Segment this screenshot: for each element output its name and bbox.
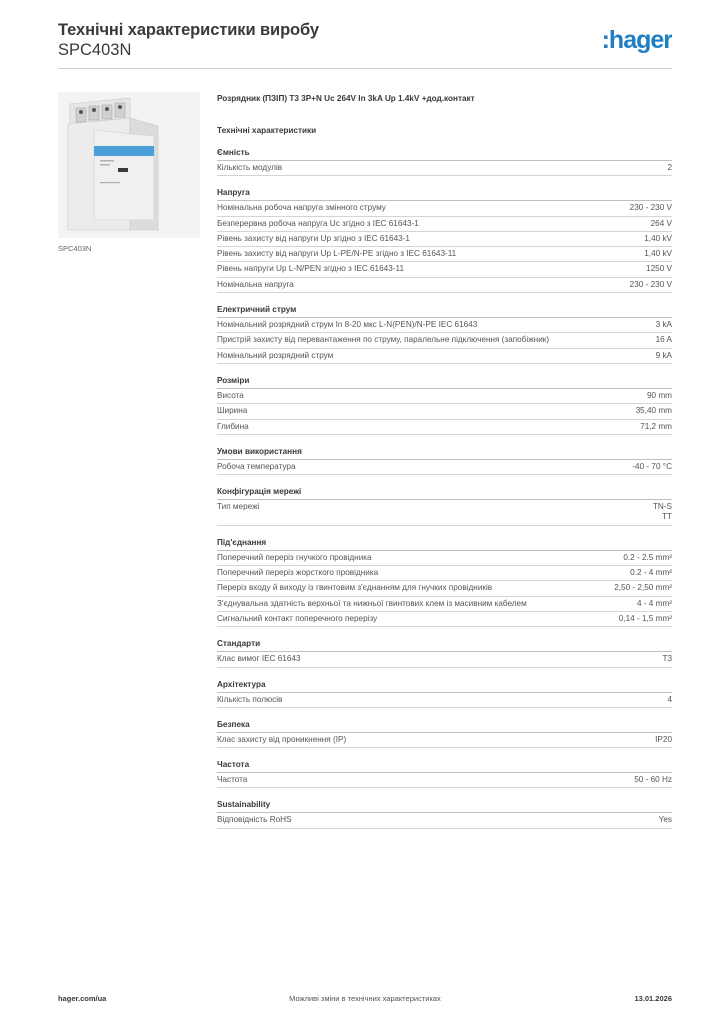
spec-label: Рівень захисту від напруги Up L-PE/N-PE згідно з IEC 61643-11 [217,249,457,259]
specs-content [217,94,672,841]
specs-heading: Технічні характеристики [217,126,317,135]
spec-row [217,420,672,435]
spec-label: Номінальний розрядний струм [217,350,334,360]
spec-value: 2 [667,163,672,172]
spec-row [217,652,672,667]
spec-section-title: Ємність [217,148,672,161]
spec-value: 71,2 mm [640,421,672,431]
header-divider [58,68,672,69]
product-image-caption: SPC403N [58,244,92,253]
spec-section [217,447,672,475]
spec-row [217,217,672,232]
product-code: SPC403N [58,41,132,59]
footer-website: hager.com/ua [58,994,107,1003]
spec-section [217,148,672,176]
spec-section [217,720,672,748]
spec-row [217,597,672,612]
spec-label: Номінальна напруга [217,279,294,289]
spec-row [217,612,672,627]
spec-section-title: Конфігурація мережі [217,487,672,500]
spec-label: Поперечний переріз жорсткого провідника [217,568,379,578]
spec-section-title: Електричний струм [217,305,672,318]
spec-section [217,305,672,364]
spec-label: Поперечний переріз гнучкого провідника [217,552,372,562]
spec-value: TN-S TT [652,502,672,522]
spec-section-title: Стандарти [217,639,672,652]
spec-label: Номінальний розрядний струм In 8-20 мкс L-N(PEN)/N-PE IEC 61643 [217,320,478,330]
spec-section-title: Частота [217,760,672,773]
spec-row [217,813,672,828]
spec-row [217,247,672,262]
spec-value: 16 A [655,335,672,345]
spec-section [217,760,672,788]
spec-row [217,733,672,748]
spec-row [217,262,672,277]
spec-value: 2,50 - 2,50 mm² [614,583,672,593]
spec-section [217,680,672,708]
spec-label: Номінальна робоча напруга змінного струму [217,203,386,213]
spec-label: Рівень напруги Up L-N/PEN згідно з IEC 61643-11 [217,264,405,274]
spec-row [217,389,672,404]
page-footer [58,994,672,1008]
hager-logo [572,26,672,54]
spec-value: 9 kA [655,350,672,360]
spec-row [217,161,672,176]
spec-row [217,278,672,293]
spec-value: 3 kA [655,320,672,330]
spec-label: Тип мережі [217,502,260,512]
spec-value: 1,40 kV [644,233,672,243]
spec-row [217,693,672,708]
page-title: Технічні характеристики виробу [58,21,319,39]
spec-value: 4 - 4 mm² [636,598,672,608]
spec-value: 4 [667,694,672,704]
product-description: Розрядник (ПЗІП) T3 3P+N Uc 264V In 3kA Up 1.4kV +дод.контакт [217,94,475,103]
spec-value: 1250 V [646,264,672,274]
spec-label: Кількість полюсів [217,694,283,704]
spec-row [217,460,672,475]
spec-label: Висота [217,390,244,400]
spec-section-title: Sustainability [217,800,672,813]
spec-label: Переріз входу й виходу із гвинтовим з'єднанням для гнучких провідників [217,583,493,593]
spec-value: 230 - 230 V [629,203,672,213]
spec-label: Глибина [217,421,249,431]
spec-label: З'єднувальна здатність верхньої та нижньої гвинтових клем із масивним кабелем [217,598,527,608]
product-image [58,92,200,238]
spec-row [217,500,672,526]
spec-row [217,349,672,364]
spec-label: Безперервна робоча напруга Uc згідно з IEC 61643-1 [217,218,419,228]
spec-label: Клас захисту від проникнення (IP) [217,734,347,744]
spec-section [217,639,672,667]
spec-row [217,318,672,333]
spec-section-title: Безпека [217,720,672,733]
spec-value: 0.2 - 2.5 mm² [623,552,672,562]
spec-value: 0,14 - 1,5 mm² [618,613,672,623]
spec-value: IP20 [655,734,672,744]
footer-date: 13.01.2026 [634,994,672,1003]
spec-section [217,538,672,627]
spec-label: Кількість модулів [217,163,283,172]
spec-value: 230 - 230 V [629,279,672,289]
spec-section [217,188,672,293]
spec-label: Робоча температура [217,461,296,471]
spec-value: 90 mm [646,390,672,400]
spec-row [217,566,672,581]
spec-label: Ширина [217,406,248,416]
spec-label: Відповідність RoHS [217,815,292,825]
spec-value: T3 [662,654,672,664]
hager-logo-text: :hager [601,26,672,54]
spec-value: 50 - 60 Hz [634,775,672,785]
spec-value: 0.2 - 4 mm² [630,568,672,578]
spec-section-title: Під'єднання [217,538,672,551]
spec-label: Сигнальний контакт поперечного перерізу [217,613,378,623]
spec-row [217,551,672,566]
spec-label: Частота [217,775,248,785]
spec-label: Пристрій захисту від перевантаження по струму, паралельне підключення (запобіжник) [217,335,550,345]
spec-section-title: Умови використання [217,447,672,460]
spec-row [217,201,672,216]
spec-section-title: Архітектура [217,680,672,693]
spec-section-title: Розміри [217,376,672,389]
spec-label: Клас вимог IEC 61643 [217,654,301,664]
spec-value: 1,40 kV [644,249,672,259]
spec-label: Рівень захисту від напруги Up згідно з IEC 61643-1 [217,233,410,243]
spec-section-title: Напруга [217,188,672,201]
footer-disclaimer: Можливі зміни в технічних характеристиках [289,994,441,1003]
spec-row [217,773,672,788]
spec-value: Yes [658,815,672,825]
spec-value: 264 V [650,218,672,228]
spec-row [217,581,672,596]
spec-section [217,487,672,526]
spec-row [217,404,672,419]
spec-value: -40 - 70 °C [632,461,672,471]
spec-sections [217,148,672,829]
spec-section [217,800,672,828]
spec-row [217,333,672,348]
spec-section [217,376,672,435]
spec-row [217,232,672,247]
spec-value: 35,40 mm [635,406,672,416]
page-header [58,20,672,68]
